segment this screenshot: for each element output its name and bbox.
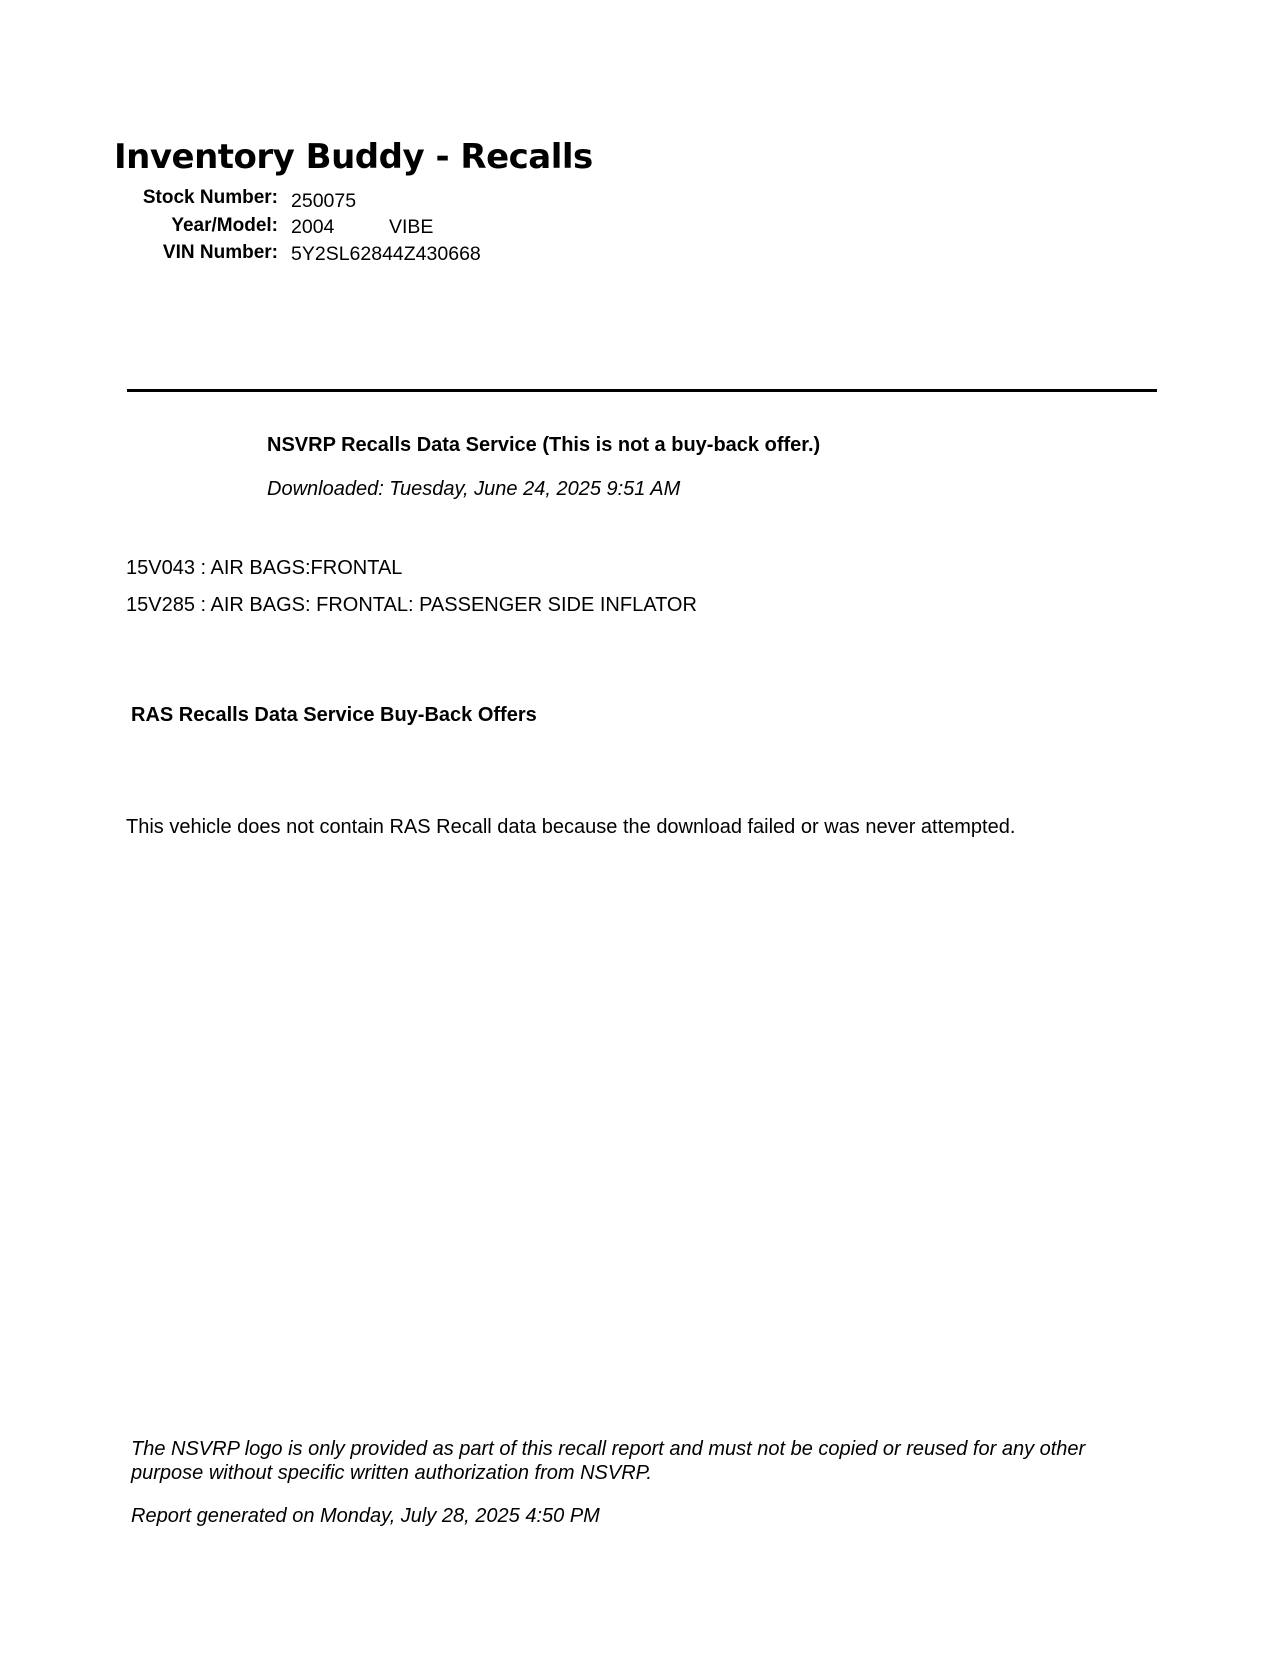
ras-status-message: This vehicle does not contain RAS Recall data because the download failed or was never attempted. [126, 816, 1016, 838]
year-model-label: Year/Model: [171, 215, 278, 236]
logo-usage-notice: The NSVRP logo is only provided as part of this recall report and must not be copied or reused for any other purpose without specific written authorization from NSVRP. [131, 1438, 1086, 1484]
nsvrp-downloaded-timestamp: Downloaded: Tuesday, June 24, 2025 9:51 AM [267, 478, 681, 500]
year-value: 2004 [291, 216, 335, 238]
section-divider [127, 389, 1157, 392]
report-generated-timestamp: Report generated on Monday, July 28, 2025 4:50 PM [131, 1505, 600, 1527]
model-value: VIBE [389, 216, 434, 238]
ras-section-heading: RAS Recalls Data Service Buy-Back Offers [131, 704, 537, 726]
page-title: Inventory Buddy - Recalls [114, 137, 593, 177]
vin-number-label: VIN Number: [162, 242, 278, 263]
recall-item: 15V043 : AIR BAGS:FRONTAL [126, 557, 403, 579]
stock-number-label: Stock Number: [142, 187, 278, 208]
vin-number-value: 5Y2SL62844Z430668 [291, 243, 481, 265]
stock-number-value: 250075 [291, 190, 357, 212]
recall-item: 15V285 : AIR BAGS: FRONTAL: PASSENGER SIDE INFLATOR [126, 594, 697, 616]
nsvrp-section-heading: NSVRP Recalls Data Service (This is not a buy-back offer.) [267, 434, 821, 456]
